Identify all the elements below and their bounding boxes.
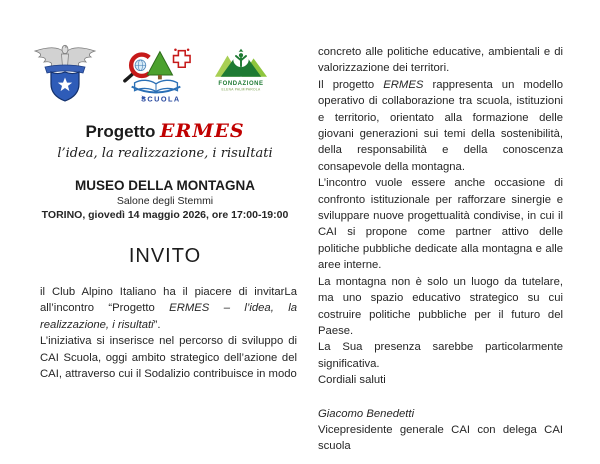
body-paragraph: La Sua presenza sarebbe particolarmente significativa. [318,341,563,370]
paragraph-segment: ”. [153,318,161,331]
body-paragraph [318,77,563,175]
signature-role: Vicepresidente generale CAI con delega CAI scuola [318,423,563,453]
logo-row [32,40,268,106]
invite-heading: INVITO [128,245,202,267]
cai-scuola-logo [120,46,192,104]
venue-room: Salone degli Stemmi [116,195,214,207]
signature-name: Giacomo Benedetti [318,407,415,420]
body-paragraph: L’incontro vuole essere anche occasione di confronto istituzionale per rafforzare sinergie e sviluppare nuove progettualità condivise, in cui il CAI si propone come partner attivo delle politiche pubbliche dedicate alla montagna e alle aree interne. [318,177,563,272]
venue-block [32,177,298,222]
venue-datetime: TORINO, giovedì 14 maggio 2026, ore 17:00-19:00 [41,209,289,221]
page-subtitle: l’idea, la realizzazione, i risultati [57,146,273,161]
closing-salutation: Cordiali saluti [318,374,386,387]
fondazione-label: FONDAZIONE [218,80,264,87]
page-title [32,119,298,145]
fondazione-sublabel: ELENA PALMIPAROLA [221,87,261,92]
body-paragraph [40,284,297,333]
body-paragraph: concreto alle politiche educative, ambientali e di valorizzazione dei territori. [318,46,563,75]
document-header [32,40,298,269]
body-paragraph: L’iniziativa si inserisce nel percorso di sviluppo di CAI Scuola, oggi ambito strategico dell’azione del CAI, attraverso cui il Sodalizio contribuisce in modo [40,335,297,381]
title-ermes: ERMES [160,120,245,142]
fondazione-logo [214,43,268,95]
paragraph-segment: il Club Alpino Italiano ha il piacere di invitarLa all’incontro “Progetto [40,286,297,315]
paragraph-segment: rappresenta un modello operativo di collaborazione tra scuola, istituzioni e territorio, orientato alla formazione delle giovani generazioni sui temi della sostenibilità, della responsabilità e della conoscenza consapevole della montagna. [318,78,563,173]
venue-name: MUSEO DELLA MONTAGNA [75,178,255,193]
title-prefix: Progetto [85,122,161,141]
left-column [40,284,297,382]
signature-block [318,406,563,455]
cai-scuola-label: SCUOLA [141,94,181,104]
right-column [318,44,563,455]
paragraph-segment: Il progetto [318,78,384,91]
paragraph-segment-italic: ERMES – l’idea, la realizzazione, i risultati [40,302,297,331]
body-paragraph: La montagna non è solo un luogo da tutelare, ma uno spazio educativo strategico su cui costruire politiche pubbliche per il futuro del Paese. [318,275,563,337]
cai-eagle-logo [32,40,98,104]
paragraph-segment-italic: ERMES [383,78,424,91]
